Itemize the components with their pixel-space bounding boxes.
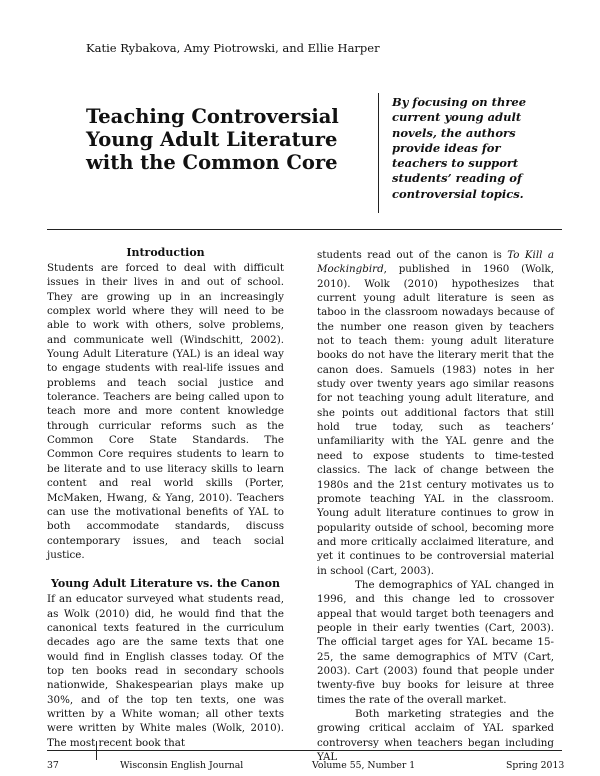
- right-paragraph-1-start: students read out of the canon is: [317, 249, 508, 261]
- header-divider: [47, 229, 562, 230]
- yal-heading: Young Adult Literature vs. the Canon: [50, 577, 281, 591]
- right-column: [317, 248, 554, 764]
- intro-heading: Introduction: [126, 246, 205, 259]
- journal-name: Wisconsin English Journal: [120, 760, 244, 771]
- right-paragraph-3: Both marketing strategies and the growing critical acclaim of YAL sparked controversy when teachers began including YAL: [317, 708, 554, 764]
- right-paragraph-1: [317, 248, 554, 578]
- right-paragraph-2: The demographics of YAL changed in 1996, and this change led to crossover appeal that would target both teenagers and people in their early twenties (Cart, 2003). The official target ages for YAL became 15-25, the same demographics of MTV (Cart, 2003). Cart (2003) found that people under twenty-five buy books for leisure at three times the rate of the overall market.: [317, 578, 554, 706]
- page-number: 37: [47, 760, 59, 771]
- book-title: To Kill a Mockingbird: [317, 249, 554, 276]
- article-title: Teaching Controversial Young Adult Literature with the Common Core: [86, 105, 339, 174]
- abstract-divider: [378, 93, 379, 213]
- intro-paragraph: Students are forced to deal with difficult issues in their lives in and out of school. They are growing up in an increasingly complex world where they will need to be able to work with others, solve problems, and communicate well (Windschitt, 2002). Young Adult Literature (YAL) is an ideal way to engage students with real-life issues and problems and teach social justice and tolerance. Teachers are being called upon to teach more and more content knowledge through curricular reforms such as the Common Core State Standards. The Common Core requires students to learn to be literate and to use literacy skills to learn content and real world skills (Porter, McMaken, Hwang, & Yang, 2010). Teachers can use the motivational benefits of YAL to both accommodate standards, discuss contemporary issues, and teach social justice.: [47, 262, 284, 561]
- issue-date: Spring 2013: [506, 760, 565, 771]
- abstract-text: By focusing on three current young adult novels, the authors provide ideas for teachers to support students’ reading of controversial topics.: [392, 95, 527, 201]
- authors-line: Katie Rybakova, Amy Piotrowski, and Ellie Harper: [86, 41, 380, 55]
- right-paragraph-1-rest: , published in 1960 (Wolk, 2010). Wolk (2010) hypothesizes that current young adult literature is seen as taboo in the classroom nowadays because of the number one reason given by teachers not to teach them: young adult literature books do not have the literary merit that the canon does. Samuels (1983) notes in her study over twenty years ago similar reasons for not teaching young adult literature, and she points out additional factors that still hold true today, such as teachers’ unfamiliarity with the YAL genre and the need to expose students to time-tested classics. The lack of change between the 1980s and the 21st century motivates us to promote teaching YAL in the classroom. Young adult literature continues to grow in popularity outside of school, becoming more and more critically acclaimed literature, and yet it continues to be controversial material in school (Cart, 2003).: [317, 263, 554, 577]
- yal-paragraph: If an educator surveyed what students read, as Wolk (2010) did, he would find that the canonical texts featured in the curriculum decades ago are the same texts that one would find in English classes today. Of the top ten books read in secondary schools nationwide, Shakespearian plays make up 30%, and of the top ten texts, one was written by a White woman; all other texts were written by White males (Wolk, 2010). The most recent book that: [47, 593, 284, 749]
- left-column: [47, 246, 284, 750]
- footer-vertical-divider: [96, 741, 97, 760]
- footer-divider: [47, 750, 562, 751]
- volume-number: Volume 55, Number 1: [312, 760, 416, 771]
